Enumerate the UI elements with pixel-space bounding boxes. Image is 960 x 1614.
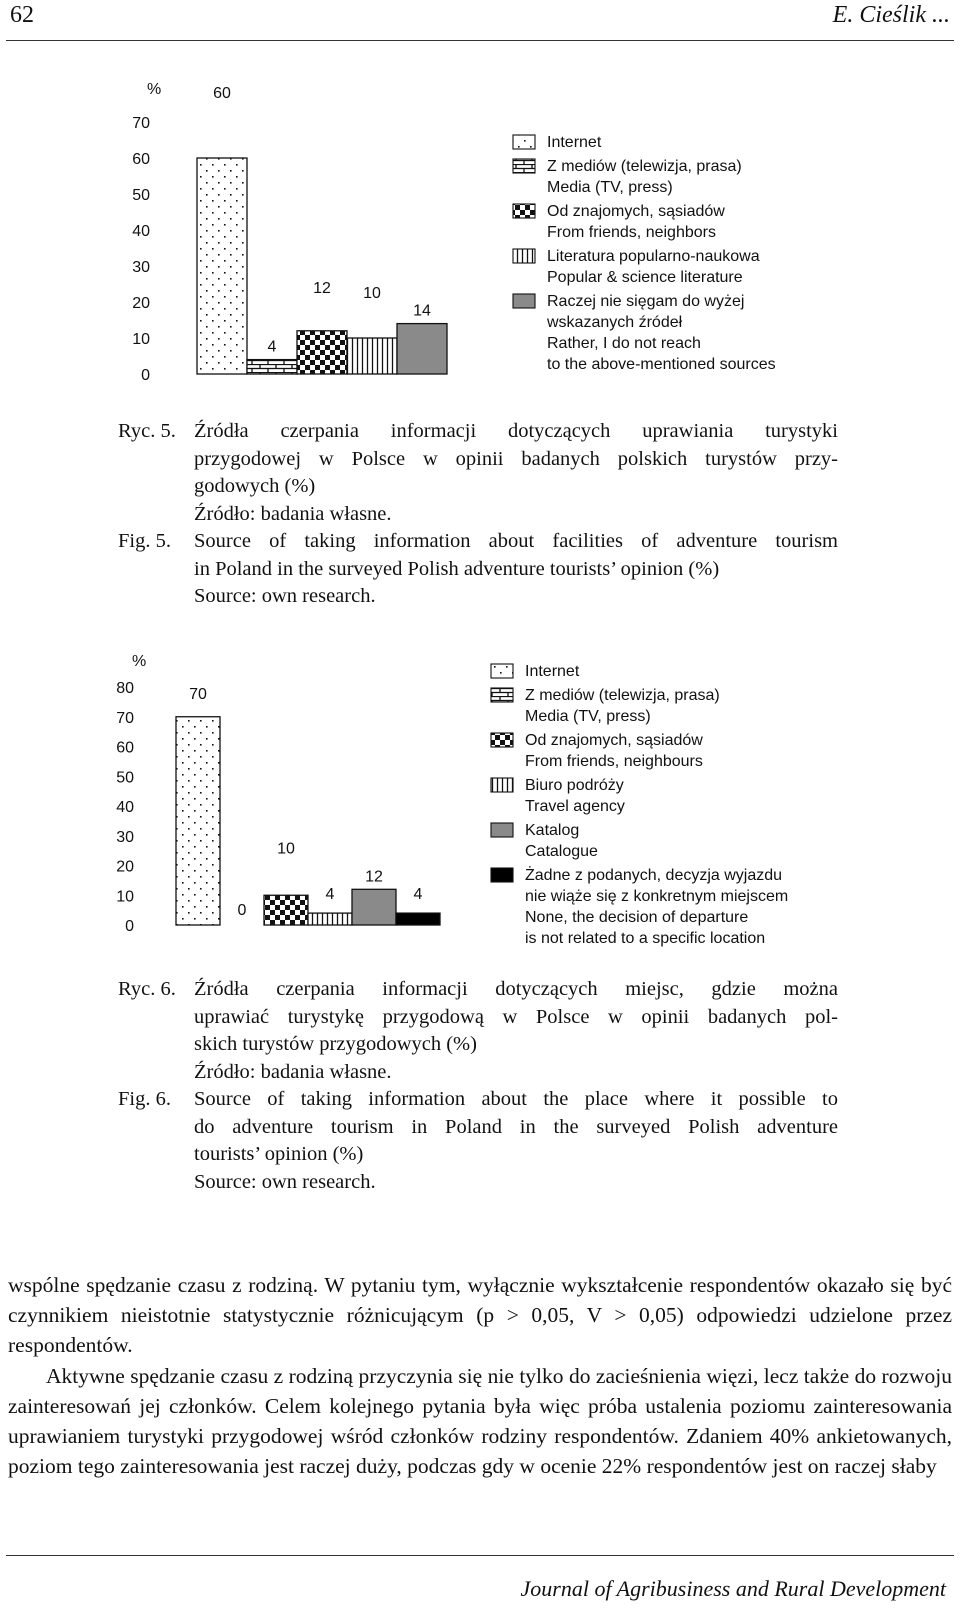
legend-entry: Od znajomych, sąsiadów (547, 203, 725, 220)
legend-entry: Raczej nie sięgam do wyżej (547, 293, 745, 310)
data-label: 14 (413, 302, 431, 320)
legend-swatch (491, 733, 513, 747)
running-head: E. Cieślik ... (832, 2, 950, 28)
data-label: 10 (363, 285, 381, 302)
body-paragraph: Aktywne spędzanie czasu z rodziną przyczynia się nie tylko do zacieśnienia więzi, lecz także do rozwoju zainteresowań jej członków. Celem kolejnego pytania była więc próba ustalenia poziomu zainteresowania uprawianiem turystyki przygodowej wśród członków rodziny respondentów. Zdaniem 40% ankietowanych, poziom tego zainteresowania jest raczej duży, podczas gdy w ocenie 22% respondentów jest on raczej słaby (8, 1363, 952, 1479)
caption-source-pl: Źródło: badania własne. (194, 502, 392, 525)
legend-entry: nie wiąże się z konkretnym miejscem (525, 888, 789, 905)
bar (396, 913, 440, 925)
legend-entry: Od znajomych, sąsiadów (525, 732, 703, 749)
legend-entry: Travel agency (525, 798, 625, 815)
legend-entry: From friends, neighbours (525, 753, 703, 770)
legend-entry: Media (TV, press) (525, 708, 651, 725)
figure-6-caption (118, 976, 838, 1196)
legend-entry: Rather, I do not reach (547, 335, 701, 352)
y-tick-label: 0 (141, 367, 150, 384)
data-label: 4 (413, 886, 423, 904)
y-tick-label: 50 (116, 769, 134, 787)
caption-label-en: Fig. 6. (118, 1088, 171, 1110)
y-tick-label: 40 (116, 799, 134, 816)
caption-line: godowych (%) (194, 475, 316, 497)
legend-entry: From friends, neighbors (547, 224, 716, 241)
y-tick-label: 30 (116, 828, 134, 846)
bar (347, 338, 397, 374)
data-label: 12 (365, 868, 383, 886)
y-tick-label: 20 (132, 295, 150, 312)
data-label: 4 (267, 338, 277, 356)
y-tick-label: 10 (116, 888, 134, 906)
caption-line: Źródła czerpania informacji dotyczących miejsc, gdzie można (194, 978, 838, 1000)
caption-line: skich turystów przygodowych (%) (194, 1033, 477, 1055)
page-header (8, 0, 952, 40)
bar (352, 889, 396, 925)
bar (247, 360, 297, 374)
y-axis-unit: % (132, 653, 147, 670)
legend-entry: Popular & science literature (547, 269, 743, 286)
caption-source-pl: Źródło: badania własne. (194, 1060, 392, 1083)
legend-entry: is not related to a specific location (525, 930, 766, 947)
footer-rule (6, 1555, 954, 1556)
figure-6-chart (0, 640, 960, 960)
caption-line: tourists’ opinion (%) (194, 1143, 364, 1165)
legend-entry: Literatura popularno-naukowa (547, 248, 760, 265)
caption-line: in Poland in the surveyed Polish adventure tourists’ opinion (%) (194, 557, 720, 580)
data-label: 10 (277, 840, 295, 858)
legend-entry: Catalogue (525, 843, 598, 860)
figure-5-chart (0, 60, 960, 390)
y-tick-label: 70 (132, 115, 150, 132)
y-tick-label: 10 (132, 331, 150, 348)
caption-label-pl: Ryc. 5. (118, 420, 176, 442)
data-label: 70 (189, 685, 207, 703)
y-tick-label: 0 (125, 918, 134, 935)
y-tick-label: 60 (116, 739, 134, 757)
caption-source-en: Source: own research. (194, 585, 376, 607)
page-number: 62 (10, 2, 34, 28)
bar (397, 324, 447, 374)
legend-swatch (491, 823, 513, 837)
header-rule (6, 40, 954, 41)
caption-source-en: Source: own research. (194, 1170, 376, 1193)
legend-swatch (491, 664, 513, 678)
legend-entry: wskazanych źródeł (547, 314, 683, 331)
y-tick-label: 20 (116, 858, 134, 876)
caption-line: Źródła czerpania informacji dotyczących uprawiania turystyki (194, 420, 838, 442)
legend-swatch (513, 294, 535, 308)
bar (264, 895, 308, 925)
caption-label-en: Fig. 5. (118, 530, 171, 552)
body-paragraph: wspólne spędzanie czasu z rodziną. W pytaniu tym, wyłącznie wykształcenie respondentów okazało się być czynnikiem nieistotnie statystycznie różnicującym (p > 0,05, V > 0,05) odpowiedzi udzielone przez respondentów. (8, 1273, 952, 1358)
y-tick-label: 50 (132, 187, 150, 204)
y-axis-unit: % (147, 81, 162, 98)
y-tick-label: 40 (132, 223, 150, 240)
caption-line: Source of taking information about the place where it possible to (194, 1088, 838, 1110)
legend-swatch (513, 135, 535, 149)
legend-swatch (513, 249, 535, 263)
bar (197, 158, 247, 374)
legend-entry: Internet (547, 134, 602, 151)
caption-line: do adventure tourism in Poland in the surveyed Polish adventure (194, 1115, 838, 1138)
data-label: 60 (213, 85, 231, 102)
y-tick-label: 70 (116, 709, 134, 727)
journal-footer: Journal of Agribusiness and Rural Development (520, 1576, 946, 1601)
legend-entry: Z mediów (telewizja, prasa) (547, 158, 742, 175)
figure-5-caption (118, 418, 838, 611)
legend-swatch (491, 868, 513, 882)
legend-entry: Media (TV, press) (547, 179, 673, 196)
legend-swatch (513, 159, 535, 173)
legend-entry: to the above-mentioned sources (547, 356, 776, 373)
caption-label-pl: Ryc. 6. (118, 978, 176, 1000)
legend-entry: None, the decision of departure (525, 909, 749, 926)
legend-entry: Żadne z podanych, decyzja wyjazdu (525, 867, 783, 884)
legend-entry: Z mediów (telewizja, prasa) (525, 687, 720, 704)
caption-line: uprawiać turystykę przygodową w Polsce w opinii badanych pol- (194, 1005, 838, 1028)
bar (297, 331, 347, 374)
bar (308, 913, 352, 925)
legend-entry: Katalog (525, 822, 580, 839)
legend-swatch (491, 688, 513, 702)
legend-swatch (491, 778, 513, 792)
legend-swatch (513, 204, 535, 218)
y-tick-label: 60 (132, 151, 150, 168)
legend-entry: Internet (525, 663, 580, 680)
data-label: 4 (325, 886, 335, 904)
caption-line: Source of taking information about facilities of adventure tourism (194, 530, 838, 552)
bar (176, 717, 220, 925)
y-tick-label: 80 (116, 680, 134, 697)
legend-entry: Biuro podróży (525, 777, 624, 794)
data-label: 0 (237, 902, 247, 919)
data-label: 12 (313, 279, 331, 297)
y-tick-label: 30 (132, 259, 150, 276)
body-text (8, 1270, 952, 1481)
caption-line: przygodowej w Polsce w opinii badanych polskich turystów przy- (194, 447, 838, 470)
